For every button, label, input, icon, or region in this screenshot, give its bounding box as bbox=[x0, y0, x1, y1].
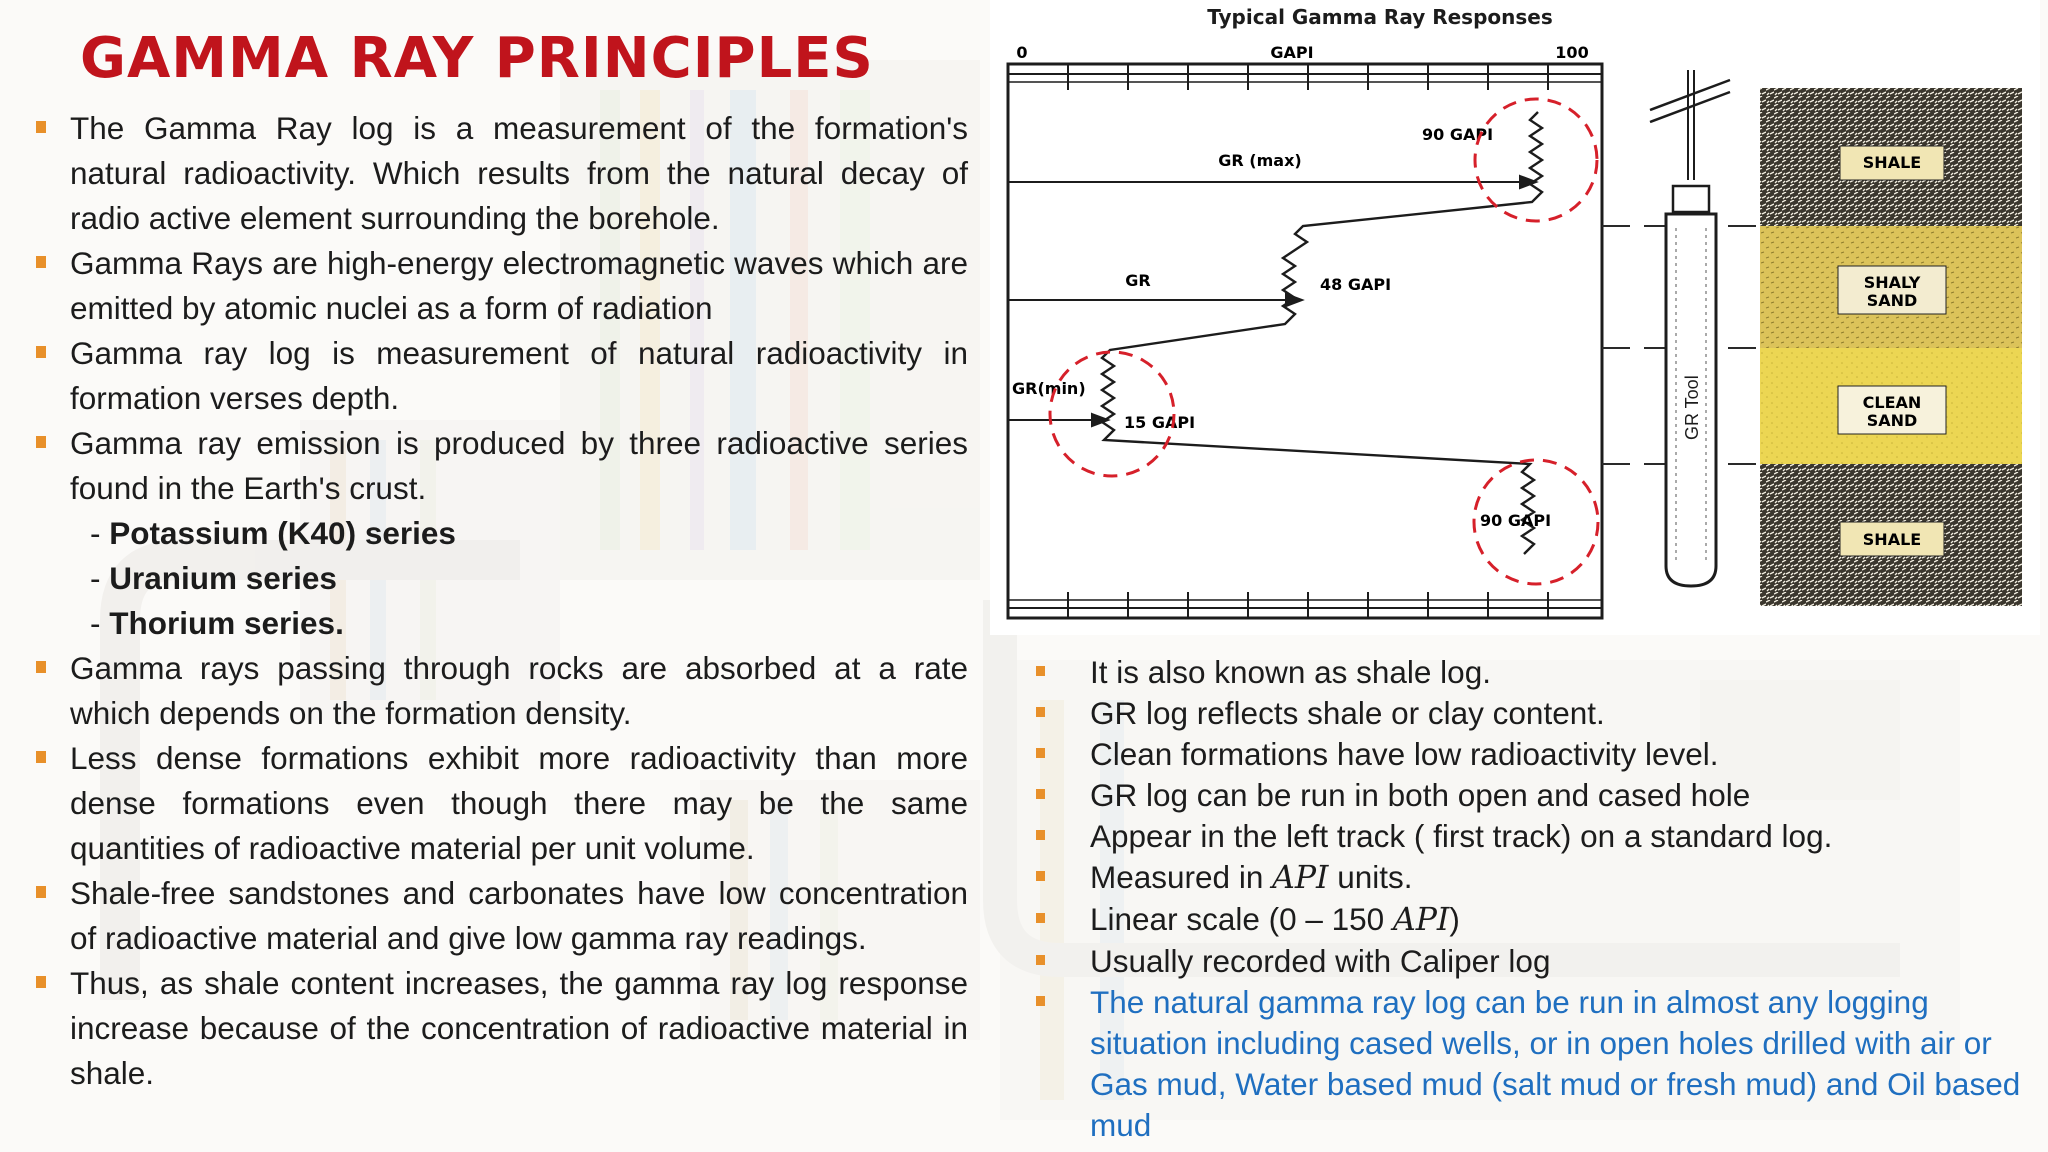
bullet-absorption-density: Gamma rays passing through rocks are absorbed at a rate which depends on the formation density. bbox=[34, 646, 968, 736]
bullet-less-dense-formations: Less dense formations exhibit more radioactivity than more dense formations even though there may be the same quantities of radioactive material per unit volume. bbox=[34, 736, 968, 871]
gr-label: GR bbox=[1125, 271, 1151, 290]
bullet-text: GR log reflects shale or clay content. bbox=[1090, 695, 1605, 731]
gamma-ray-response-diagram bbox=[990, 0, 2040, 635]
layer-label-shale-top: SHALE bbox=[1862, 153, 1922, 172]
gr-min-label: GR(min) bbox=[1012, 379, 1086, 398]
bullet-shale-clay-content bbox=[1034, 693, 2034, 734]
reading-bottom-label: 90 GAPI bbox=[1480, 511, 1552, 530]
layer-label-clean-sand bbox=[1863, 393, 1922, 430]
bullet-text: It is also known as shale log. bbox=[1090, 654, 1491, 690]
bullet-logging-situations: The natural gamma ray log can be run in almost any logging situation including cased wells, or in open holes drilled with air or Gas mud, Water based mud (salt mud or fresh mud) and Oil based mud bbox=[1034, 982, 2034, 1146]
bullet-text: Usually recorded with Caliper log bbox=[1090, 943, 1551, 979]
bullet-text: Clean formations have low radioactivity level. bbox=[1090, 736, 1719, 772]
layer-label-shale-bottom: SHALE bbox=[1862, 530, 1922, 549]
bullet-text: Measured in bbox=[1090, 859, 1273, 895]
bullet-open-cased-hole bbox=[1034, 775, 2034, 816]
bullet-api-units bbox=[1034, 857, 2034, 899]
bullet-text: ) bbox=[1449, 901, 1460, 937]
clean-sand-line-2: SAND bbox=[1866, 411, 1918, 430]
gr-tool bbox=[1650, 70, 1730, 586]
arrow-head-icon bbox=[1286, 294, 1302, 306]
lithology-column bbox=[1760, 88, 2022, 606]
bullet-linear-scale bbox=[1034, 899, 2034, 941]
bullet-text: units. bbox=[1328, 859, 1413, 895]
bullet-gamma-rays-definition: Gamma Rays are high-energy electromagnetic waves which are emitted by atomic nuclei as a form of radiation bbox=[34, 241, 968, 331]
reading-mid-label: 48 GAPI bbox=[1320, 275, 1392, 294]
bullet-gr-measurement: The Gamma Ray log is a measurement of the formation's natural radioactivity. Which results from the natural decay of radio active element surrounding the borehole. bbox=[34, 106, 968, 241]
axis-title-label: GAPI bbox=[1270, 43, 1314, 62]
gamma-ray-curve bbox=[1102, 112, 1542, 554]
api-unit-text: API bbox=[1392, 902, 1450, 938]
axis-max-label: 100 bbox=[1555, 43, 1589, 62]
axis-min-label: 0 bbox=[1016, 43, 1028, 62]
shaly-sand-line-2: SAND bbox=[1866, 291, 1918, 310]
right-bullet-list bbox=[1034, 652, 2034, 1146]
bullet-shale-free-sandstones: Shale-free sandstones and carbonates have low concentration of radioactive material and give low gamma ray readings. bbox=[34, 871, 968, 961]
bullet-shale-content-increase: Thus, as shale content increases, the gamma ray log response increase because of the concentration of radioactive material in shale. bbox=[34, 961, 968, 1096]
layer-label-shaly-sand bbox=[1864, 273, 1921, 310]
bullet-left-track bbox=[1034, 816, 2034, 857]
clean-sand-line-1: CLEAN bbox=[1862, 393, 1922, 412]
tool-label: GR Tool bbox=[1682, 375, 1702, 440]
api-unit-text: API bbox=[1272, 860, 1329, 896]
bullet-shale-log bbox=[1034, 652, 2034, 693]
reading-low-label: 15 GAPI bbox=[1124, 413, 1196, 432]
diagram-svg bbox=[990, 0, 2040, 635]
shaly-sand-line-1: SHALY bbox=[1863, 273, 1921, 292]
bullet-radioactive-series: Gamma ray emission is produced by three radioactive series found in the Earth's crust. bbox=[34, 421, 968, 511]
series-potassium: - Potassium (K40) series bbox=[90, 515, 456, 551]
log-track bbox=[1008, 64, 1602, 618]
bullet-clean-formations bbox=[1034, 734, 2034, 775]
left-bullet-list bbox=[34, 106, 968, 1096]
bullet-caliper-log bbox=[1034, 941, 2034, 982]
diagram-title: Typical Gamma Ray Responses bbox=[1207, 5, 1553, 29]
series-thorium: - Thorium series. bbox=[90, 605, 344, 641]
page-title: GAMMA RAY PRINCIPLES bbox=[80, 26, 874, 91]
bullet-radioactivity-vs-depth: Gamma ray log is measurement of natural radioactivity in formation verses depth. bbox=[34, 331, 968, 421]
bullet-text: GR log can be run in both open and cased hole bbox=[1090, 777, 1751, 813]
gr-max-label: GR (max) bbox=[1218, 151, 1302, 170]
bullet-text: Appear in the left track ( first track) on a standard log. bbox=[1090, 818, 1833, 854]
bullet-text: Linear scale (0 – 150 bbox=[1090, 901, 1393, 937]
reading-top-label: 90 GAPI bbox=[1422, 125, 1494, 144]
series-uranium: - Uranium series bbox=[90, 560, 337, 596]
gr-arrows bbox=[1008, 176, 1536, 426]
